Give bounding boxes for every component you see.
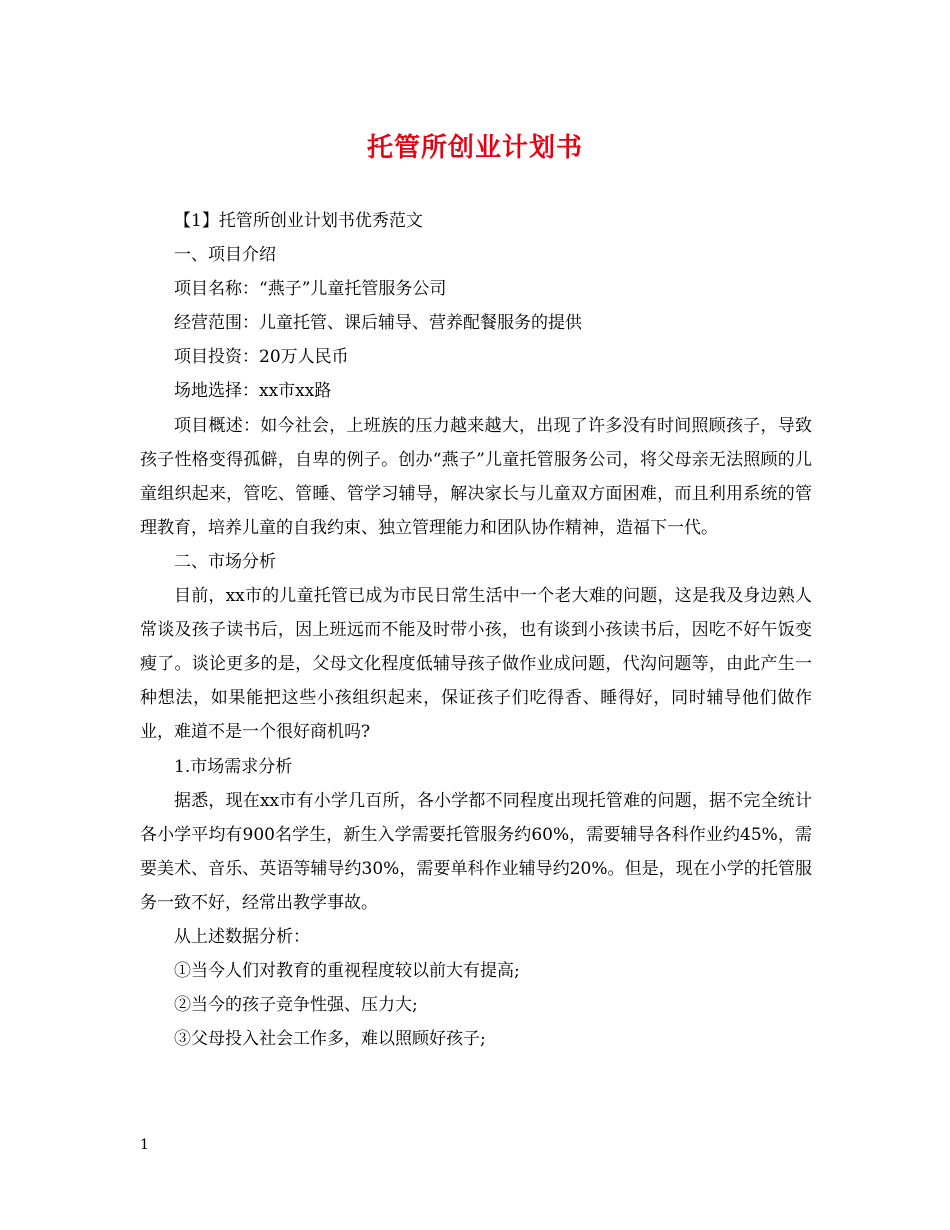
document-title: 托管所创业计划书: [366, 133, 583, 163]
section-heading: 【1】托管所创业计划书优秀范文: [174, 211, 423, 231]
section-heading: 一、项目介绍: [174, 245, 276, 266]
list-item: ②当今的孩子竞争性强、压力大;: [174, 995, 418, 1016]
list-item: ③父母投入社会工作多，难以照顾好孩子;: [174, 1029, 486, 1050]
section-heading: 二、市场分析: [174, 551, 276, 572]
page-number: 1: [140, 1137, 149, 1153]
list-item: ①当今人们对教育的重视程度较以前大有提高;: [174, 961, 520, 982]
paragraph: 项目名称：“燕子”儿童托管服务公司: [174, 279, 447, 300]
document-body: [140, 204, 812, 1056]
paragraph: 项目概述：如今社会，上班族的压力越来越大，出现了许多没有时间照顾孩子，导致孩子性格变得孤僻，自卑的例子。创办“燕子”儿童托管服务公司，将父母亲无法照顾的儿童组织起来，管吃、管睡、管学习辅导，解决家长与儿童双方面困难，而且利用系统的管理教育，培养儿童的自我约束、独立管理能力和团队协作精神，造福下一代。: [140, 415, 812, 538]
paragraph: 从上述数据分析：: [174, 926, 310, 947]
paragraph: 目前，xx市的儿童托管已成为市民日常生活中一个老大难的问题，这是我及身边熟人常谈及孩子读书后，因上班远而不能及时带小孩，也有谈到小孩读书后，因吃不好午饭变瘦了。谈论更多的是，父母文化程度低辅导孩子做作业成问题，代沟问题等，由此产生一种想法，如果能把这些小孩组织起来，保证孩子们吃得香、睡得好，同时辅导他们做作业，难道不是一个很好商机吗?: [140, 586, 812, 743]
paragraph: 据悉，现在xx市有小学几百所，各小学都不同程度出现托管难的问题，据不完全统计各小学平均有900名学生，新生入学需要托管服务约60%，需要辅导各科作业约45%，需要美术、音乐、英语等辅导约30%，需要单科作业辅导约20%。但是，现在小学的托管服务一致不好，经常出教学事故。: [140, 790, 812, 913]
paragraph: 经营范围：儿童托管、课后辅导、营养配餐服务的提供: [174, 313, 582, 334]
paragraph: 项目投资：20万人民币: [174, 347, 349, 368]
paragraph: 场地选择：xx市xx路: [174, 381, 332, 402]
subsection-heading: 1.市场需求分析: [174, 756, 293, 777]
